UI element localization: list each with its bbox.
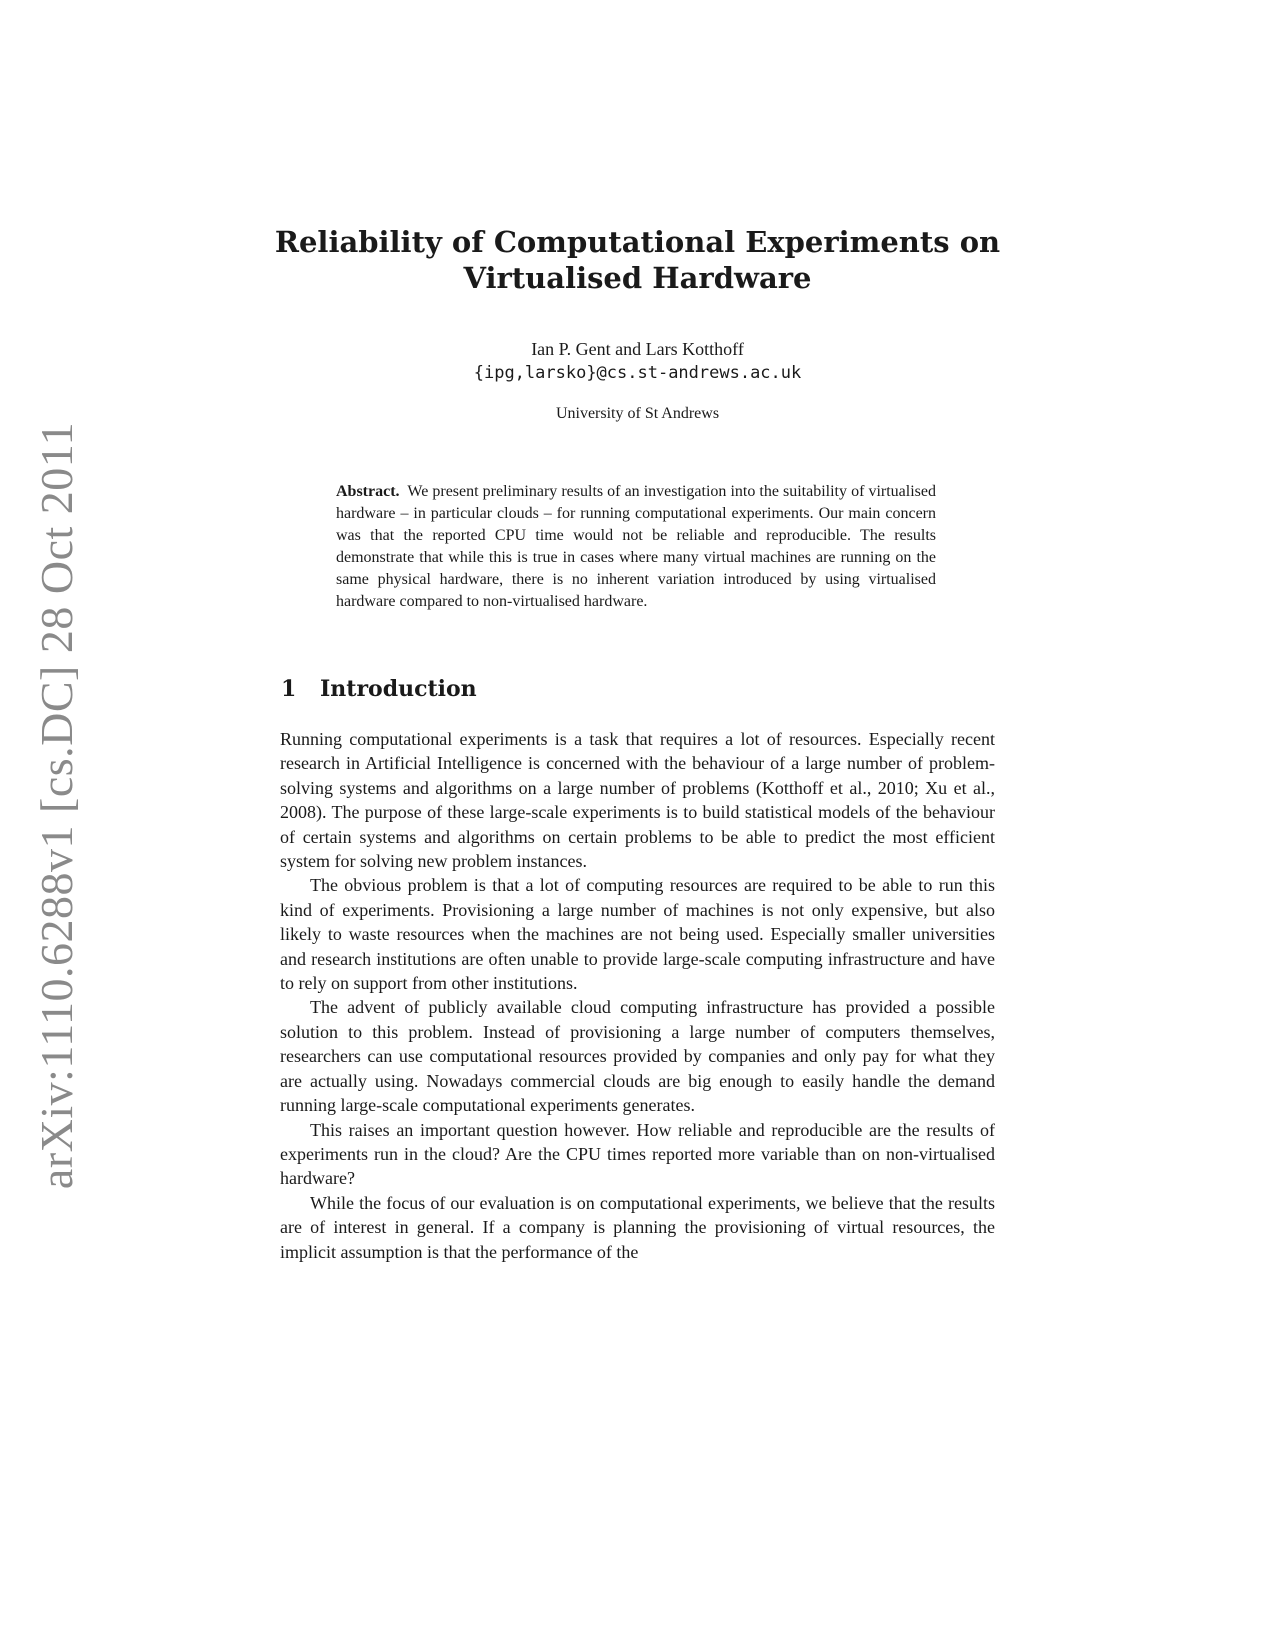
paper-title-line-2: Virtualised Hardware [463, 261, 812, 295]
body-paragraph: The advent of publicly available cloud computing infrastructure has provided a possible solution to this problem. Instead of provisioning a large number of computers themselves, researchers can use computational resources provided by companies and only pay for what they are actually using. Nowadays commercial clouds are big enough to easily handle the demand running large-scale computational experiments generates. [280, 997, 995, 1116]
body-paragraph: This raises an important question however. How reliable and reproducible are the results of experiments run in the cloud? Are the CPU times reported more variable than on non-virtualised hardware? [280, 1119, 995, 1189]
abstract-label: Abstract. [336, 483, 400, 500]
body-text [280, 727, 995, 1264]
author-emails: {ipg,larsko}@cs.st-andrews.ac.uk [473, 363, 802, 383]
section-number: 1 [281, 676, 297, 702]
body-paragraph: While the focus of our evaluation is on computational experiments, we believe that the results are of interest in general. If a company is planning the provisioning of virtual resources, the implicit assumption is that the performance of the [280, 1192, 995, 1262]
body-paragraph: The obvious problem is that a lot of computing resources are required to be able to run this kind of experiments. Provisioning a large number of machines is not only expensive, but also likely to waste resources when the machines are not being used. Especially smaller universities and research institutions are often unable to provide large-scale computing infrastructure and have to rely on support from other institutions. [280, 875, 995, 994]
abstract [336, 481, 936, 613]
section-heading-introduction [281, 675, 477, 703]
author-affiliation: University of St Andrews [555, 405, 720, 422]
abstract-text: We present preliminary results of an investigation into the suitability of virtualised hardware – in particular clouds – for running computational experiments. Our main concern was that the reported CPU time would not be reliable and reproducible. The results demonstrate that while this is true in cases where many virtual machines are running on the same physical hardware, there is no inherent variation introduced by using virtualised hardware compared to non-virtualised hardware. [336, 483, 936, 610]
arxiv-identifier-stamp [22, 421, 92, 1189]
body-paragraph: Running computational experiments is a task that requires a lot of resources. Especially recent research in Artificial Intelligence is concerned with the behaviour of a large number of problem-solving systems and algorithms on a large number of problems (Kotthoff et al., 2010; Xu et al., 2008). The purpose of these large-scale experiments is to build statistical models of the behaviour of certain systems and algorithms on certain problems to be able to predict the most efficient system for solving new problem instances. [280, 729, 995, 872]
paper-title-line-1: Reliability of Computational Experiments on [274, 225, 1001, 259]
paper-title [240, 224, 1035, 296]
author-names: Ian P. Gent and Lars Kotthoff [531, 339, 744, 359]
arxiv-identifier-text: arXiv:1110.6288v1 [cs.DC] 28 Oct 2011 [31, 421, 83, 1189]
section-title: Introduction [320, 676, 477, 702]
